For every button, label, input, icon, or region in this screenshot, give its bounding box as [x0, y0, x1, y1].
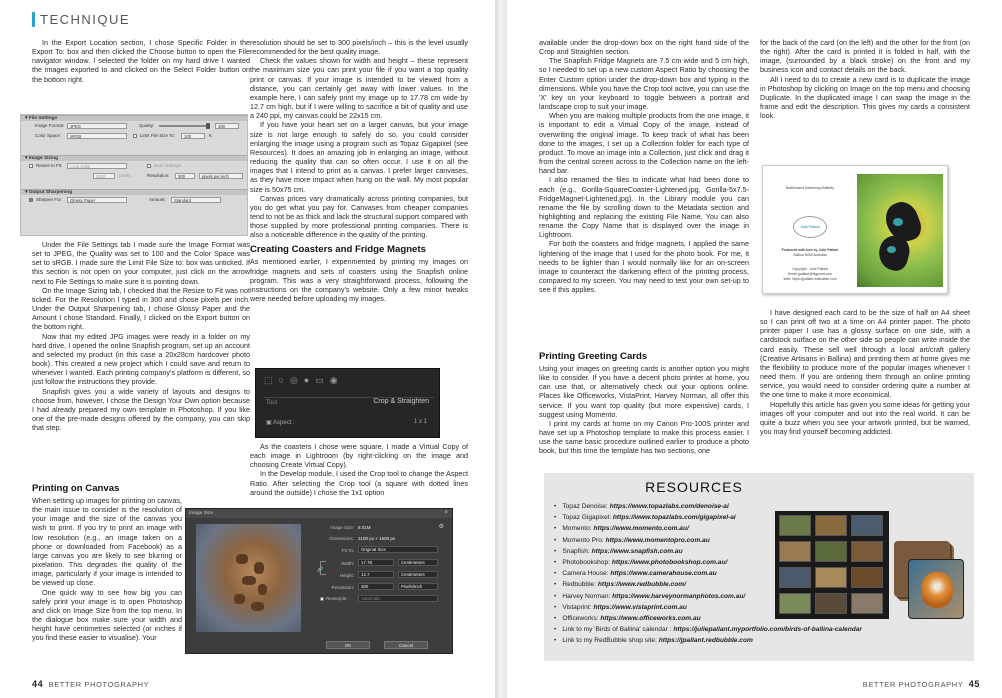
- image-size-dialog: [185, 508, 453, 654]
- resource-name: Vistaprint:: [562, 603, 594, 611]
- quality-slider[interactable]: [159, 125, 209, 127]
- resource-link[interactable]: https://www.momento.com.au/: [593, 525, 689, 533]
- card-title: Bottlenosed Swimming Butterfly: [786, 186, 834, 190]
- output-sharpening-section[interactable]: ▾ Output Sharpening: [21, 189, 247, 195]
- left-column-2-bottom: [250, 442, 468, 504]
- paragraph: available under the drop-down box on the right hand side of the Crop and Straighten section.: [539, 38, 749, 57]
- fit-to-label: Fit To:: [341, 548, 354, 553]
- width-input[interactable]: 17.78: [358, 559, 394, 566]
- amount-select[interactable]: Standard: [171, 197, 221, 203]
- resources-title: RESOURCES: [645, 479, 743, 495]
- resample-select[interactable]: Automatic: [358, 595, 438, 602]
- color-space-select[interactable]: sRGB: [67, 133, 127, 139]
- butterfly-photo: [857, 174, 943, 287]
- pixels-unit: pixels: [119, 173, 131, 178]
- lock-icon[interactable]: ▣: [266, 420, 274, 426]
- fit-to-select[interactable]: Original Size: [358, 546, 438, 553]
- paragraph: When you are making multiple products from the one image, it is important to edit a Virtual Copy of the image, instead of overwriting the original image. To keep track of what has been done to the images, I set up a Collection folder for each type of product. To move an image into a Collection, just click and drag it from the central screen across to the Collection name on the left-hand bar.: [539, 111, 749, 176]
- resolution-label: Resolution:: [331, 585, 354, 590]
- right-folio: BETTER PHOTOGRAPHY 45: [862, 679, 980, 689]
- section-accent-bar: [32, 12, 35, 27]
- resource-name: Link to my RedBubble shop site:: [562, 637, 659, 645]
- section-header: TECHNIQUE: [40, 12, 131, 27]
- image-format-label: Image Format:: [35, 123, 65, 128]
- resource-link[interactable]: https://www.harveynormanphotos.com.au/: [612, 592, 746, 600]
- paragraph: Check the values shown for width and height – these represent the maximum size you can print your file if you want a top quality print or canvas. If your image is intended to be viewed from a distance, you can certainly get away with lower values. In the example here, I can safely print my image up to 17.78 cm wide by 12.7 cm high, but if I were willing to sacrifice a bit of quality and use a 240 ppi, my canvas could be 22x15 cm.: [250, 56, 468, 121]
- resource-name: Link to my 'Birds of Ballina' calendar :: [562, 626, 674, 634]
- resolution-unit-select[interactable]: Pixels/Inch: [398, 583, 438, 590]
- paragraph: Snapfish gives you a wide variety of layouts and designs to choose from, however, I chose the Design Your Own option because I had already prepared my own template in Photoshop. If you like one of the pre-made designs offered by the company, you can skip that step.: [32, 386, 250, 433]
- resolution-input[interactable]: 300: [358, 583, 394, 590]
- quality-input[interactable]: 100: [215, 123, 239, 129]
- paragraph: for the back of the card (on the left) and the other for the front (on the right). After the card is printed it is folded in half, with the image, (surrounded by a black stroke) on the front and my business icon and contact details on the back.: [760, 38, 970, 75]
- paragraph: The Snapfish Fridge Magnets are 7.5 cm wide and 5 cm high, so I needed to set up a new custom Aspect Ratio by choosing the Enter Custom option under the drop-down box and typing in the dimensions. While you have the Crop tool active, you can use the 'X' key on your keyboard to toggle between a portrait and landscape crop to suit your image.: [539, 56, 749, 112]
- dont-enlarge-label: Don't Enlarge: [154, 163, 182, 168]
- resource-link[interactable]: https://www.topazlabs.com/gigapixel-ai: [612, 514, 736, 522]
- resource-link[interactable]: https://www.officeworks.com.au: [600, 615, 701, 623]
- greeting-card-image: [762, 165, 948, 294]
- resolution-input[interactable]: 300: [175, 173, 195, 179]
- paragraph: I print my cards at home on my Canon Pro-100S printer and have set up a Photoshop template to make this process easier. I use the same basic procedure outlined earlier to produce a photo book, but this time the template has two sections, one: [539, 418, 749, 456]
- limit-unit-label: K: [209, 133, 213, 138]
- resource-name: Snapfish:: [562, 547, 592, 555]
- ok-button[interactable]: OK: [326, 641, 370, 649]
- card-web: Web: https://jpallant.redbubble.com: [783, 277, 837, 281]
- paragraph: Using your images on greeting cards is another option you might like to consider. If you have a decent photo printer at home, you can use that, or alternatively check out your options online. Places like Officeworks, VistaPrint, Harvey Norman, all offer this service. If you want top quality (but more expensive) cards, I suggest using Momento.: [539, 364, 749, 419]
- crop-straighten-panel: [255, 368, 440, 438]
- image-format-select[interactable]: JPEG: [67, 123, 127, 129]
- left-column-1-middle: [32, 240, 250, 488]
- left-column-2: [250, 38, 468, 364]
- paragraph: I also renamed the files to indicate what had been done to each (e.g., Gorilla-SquareCoaster-Lightened.jpg, Gorilla-5x7.5-FridgeMagnet-Lightened.jpg). In the Library module you can rename the file by scrolling down to the Metadata section and highlighting and replacing the existing File Name. You can also rename the Copy Name that is displayed over the image in Lightroom.: [539, 175, 749, 240]
- resample-label: Resample:: [326, 596, 348, 601]
- resource-link[interactable]: https://juliepallant.myportfolio.com/birds-of-ballina-calendar: [673, 626, 862, 634]
- right-column-1-top: [539, 38, 749, 350]
- resource-link[interactable]: https://www.snapfish.com.au: [591, 547, 683, 555]
- paragraph: For both the coasters and fridge magnets, I applied the same lightening of the image that I used for the photo book. For me, it needs to be lighter than I would normally like for an on-screen image to counteract the darkening effect of the printing process, compared to my screen. You may need to test your own set-up to see if this applies.: [539, 239, 749, 295]
- paragraph: If you have your heart set on a larger canvas, but your image size is not large enough to safely do so, you could consider enlarging the image using a program such as Topaz Gigapixel (see Resources). It does an amazing job in enlarging an image, without reducing the quality that can so often occur. I use it on all the images that I intend to print as a canvas. I prefer larger canvases, as they have more impact when hung on the wall. My most popular size is 50x75 cm.: [250, 120, 468, 194]
- paragraph: In the Develop module, I used the Crop tool to change the Aspect Ratio. After selecting the Crop tool (a square with dotted lines around the outside) I chose the 1x1 option: [250, 469, 468, 497]
- sharpen-for-label: Sharpen For:: [36, 197, 63, 202]
- heading-coasters-magnets: Creating Coasters and Fridge Magnets: [250, 244, 426, 256]
- card-logo: Julie Pallant: [793, 216, 827, 238]
- image-size-label: Image Size:: [330, 525, 354, 530]
- right-column-1-bottom: [539, 346, 749, 470]
- giraffe-preview-image: [196, 524, 301, 632]
- resource-item: [554, 635, 894, 646]
- lightroom-export-panel: [20, 114, 248, 236]
- close-icon[interactable]: ×: [444, 510, 448, 516]
- resource-item: [554, 624, 894, 635]
- tool-label: Tool: [266, 400, 278, 406]
- paragraph: Under the File Settings tab I made sure the Image Format was set to JPEG, the Quality was set to 100 and the Color Space was set to sRGB. I made sure the Limit File Size to: box was unticked. If this section is not open on your computer, just click on the arrow next to File Settings to make sure it is pointing down.: [32, 240, 250, 286]
- develop-tool-icons[interactable]: ⬚○◎●▭◉: [264, 375, 344, 385]
- paragraph: When setting up images for printing on canvas, the main issue to consider is the resolution of your image and the size of the canvas you wish to print. If you try to print an image with low resolution (e.g., an image taken on a phone or downloaded from Facebook) as a large canvas you are likely to see blurring or pixelation. This degrades the quality of the image, particularly if your image is intended to be viewed up close.: [32, 496, 182, 588]
- height-unit-select[interactable]: Centimeters: [398, 571, 438, 578]
- resources-box: [544, 473, 974, 661]
- resource-name: Harvey Norman:: [562, 592, 613, 600]
- file-settings-section[interactable]: ▾ File Settings: [21, 115, 247, 121]
- card-email: Email: jpallant@bigpond.com: [788, 272, 832, 276]
- paragraph: Now that my edited JPG images were ready in a folder on my hard drive, I opened the online Snapfish program, set up an account and selected my product (in this case a 20x28cm hardcover photo book). This created a new project which I could save and return to whenever I wanted. Each printing company's platform is different, so just follow the instructions they provide.: [32, 331, 250, 387]
- book-spine: [495, 0, 507, 698]
- left-page: [0, 0, 495, 698]
- image-size-value: 8.01M: [358, 525, 371, 530]
- resource-name: Redbubble:: [562, 581, 598, 589]
- paragraph: As the coasters I chose were square, I made a Virtual Copy of each image in Lightroom (by right-clicking on the image and choosing Create Virtual Copy).: [250, 442, 468, 470]
- heading-printing-on-canvas: Printing on Canvas: [32, 483, 120, 494]
- height-label: Height:: [339, 573, 354, 578]
- link-icon[interactable]: 🔗: [317, 567, 324, 573]
- resource-link[interactable]: https://www.topazlabs.com/denoise-ai: [609, 503, 729, 510]
- dont-enlarge-checkbox[interactable]: [147, 164, 151, 168]
- gear-icon[interactable]: ⚙: [438, 524, 444, 530]
- image-sizing-section[interactable]: ▾ Image Sizing: [21, 155, 247, 161]
- quality-label: Quality:: [139, 123, 155, 128]
- width-unit-select[interactable]: Centimeters: [398, 559, 438, 566]
- pixels-input[interactable]: 2000: [93, 173, 115, 179]
- resize-to-fit-checkbox[interactable]: [29, 164, 33, 168]
- paragraph: I have designed each card to be the size of half an A4 sheet so I can print off two at a time on A4 printer paper. The photo printer paper I use has a glossy surface on one side, with a cardstock surface on the other side so people can write inside the card easily. These sell well through a local art/craft gallery (Creative Artisans in Ballina) and printing them at home gives me the flexibility to produce more of the popular images whenever I need them. If you are ordering them through an online printing service, you would need to consider ordering quite a number at the one time to make it more economical.: [760, 308, 970, 400]
- limit-file-size-input[interactable]: 100: [181, 133, 205, 139]
- heading-greeting-cards: Printing Greeting Cards: [539, 351, 648, 362]
- resource-name: Camera House:: [562, 570, 611, 578]
- limit-file-size-checkbox[interactable]: [133, 134, 137, 138]
- paragraph: On the Image Sizing tab, I checked that the Resize to Fit was not ticked. For the Resolution I typed in 300 and chose pixels per inch. Under the Output Sharpening tab, I chose Glossy Paper and the Amount I chose Standard. Finally, I clicked on the Export button on the bottom right.: [32, 285, 250, 332]
- sharpen-for-checkbox[interactable]: [29, 198, 33, 202]
- left-column-1-bottom: [32, 478, 182, 658]
- card-copyright: Copyright · Julie Pallant: [792, 267, 828, 271]
- sharpen-for-select[interactable]: Glossy Paper: [67, 197, 127, 203]
- paragraph: All I need to do to create a new card is to duplicate the image in Photoshop by clicking on Image on the top menu and choosing Duplicate. In the duplicated image I can swap the image in the frame and edit the description. This gives my cards a consistent look.: [760, 74, 970, 121]
- dialog-title: Image Size: [186, 509, 452, 518]
- amount-label: Amount:: [149, 197, 166, 202]
- resource-link[interactable]: https://www.camerahouse.com.au: [610, 570, 717, 578]
- card-location: Ballina NSW Australia: [793, 253, 827, 257]
- resample-checkbox[interactable]: [320, 597, 324, 601]
- resource-link[interactable]: https://www.photobookshop.com.au/: [611, 559, 728, 567]
- resource-link[interactable]: https://www.redbubble.com/: [597, 581, 686, 589]
- right-column-2-top: [760, 38, 970, 148]
- resource-name: Officeworks:: [562, 615, 601, 623]
- paragraph: Hopefully this article has given you some ideas for getting your images off your computer and out into the real world. It can be quite a buzz when you see your artwork printed, but be warned, you may find yourself becoming addicted.: [760, 399, 970, 437]
- right-page: [507, 0, 1002, 698]
- paragraph: One quick way to see how big you can safely print your image is to open Photoshop and click on Image Size from the top menu. In the dialogue box make sure your width and height have centimetres selected (or inches if you find these easier to visualise). Your: [32, 587, 182, 643]
- paragraph: In the Export Location section, I chose Specific Folder in the Export To: box and then clicked the Choose button to open the File navigator window. I selected the folder on my hard drive I wanted the images exported to and clicked on the Select Folder button on the bottom right.: [32, 38, 250, 84]
- resource-link[interactable]: https://www.vistaprint.com.au: [593, 603, 687, 611]
- left-folio: 44 BETTER PHOTOGRAPHY: [32, 679, 150, 689]
- resource-name: Photobookshop:: [562, 559, 612, 567]
- resource-name: Momento:: [562, 525, 594, 533]
- limit-file-size-label: Limit File Size To:: [140, 133, 176, 138]
- resource-name: Momento Pro:: [562, 536, 606, 544]
- resource-name: Topaz Gigapixel:: [562, 514, 613, 522]
- aspect-label: ▣ Aspect :: [266, 420, 295, 426]
- paragraph: Canvas prices vary dramatically across printing companies, but you do get what you pay for. Canvases from cheaper companies tend to not be as thick and lack the structural support compared with those supplied by more professional printing companies. There is also a noticeable difference in the quality of the printing.: [250, 193, 468, 240]
- calendar-photo: [775, 511, 889, 619]
- color-space-label: Color Space:: [35, 133, 62, 138]
- resize-mode-select[interactable]: Long Edge: [67, 163, 127, 169]
- dimensions-value: 2100 px × 1500 px: [358, 536, 396, 541]
- crop-straighten-title: Crop & Straighten: [373, 398, 429, 405]
- paragraph: resolution should be set to 300 pixels/inch – this is the level usually recommended for the best quality image.: [250, 38, 468, 57]
- width-label: Width:: [341, 561, 354, 566]
- resolution-label: Resolution:: [147, 173, 170, 178]
- cancel-button[interactable]: Cancel: [384, 641, 428, 649]
- paragraph: As mentioned earlier, I experimented by printing my images on fridge magnets and sets of coasters using the Snapfish online program. This was a very straightforward process, following the instructions on the company's website. Only a few minor tweaks were needed before uploading my images.: [250, 257, 468, 304]
- right-column-2-bottom: [760, 308, 970, 470]
- resource-link[interactable]: https://www.momentopro.com.au: [605, 536, 710, 544]
- dimensions-label: Dimensions:: [329, 536, 354, 541]
- card-produced: Produced with love by Julie Pallant: [781, 248, 839, 252]
- resolution-unit-select[interactable]: pixels per inch: [199, 173, 243, 179]
- resize-to-fit-label: Resize to Fit:: [36, 163, 63, 168]
- resource-name: Topaz Denoise:: [562, 503, 610, 510]
- left-column-1-top: [32, 38, 250, 114]
- coasters-photo: [894, 533, 966, 625]
- resource-link[interactable]: https://jpallant.redbubble.com: [658, 637, 753, 645]
- height-input[interactable]: 12.7: [358, 571, 394, 578]
- aspect-ratio-select[interactable]: 1 x 1: [413, 419, 427, 425]
